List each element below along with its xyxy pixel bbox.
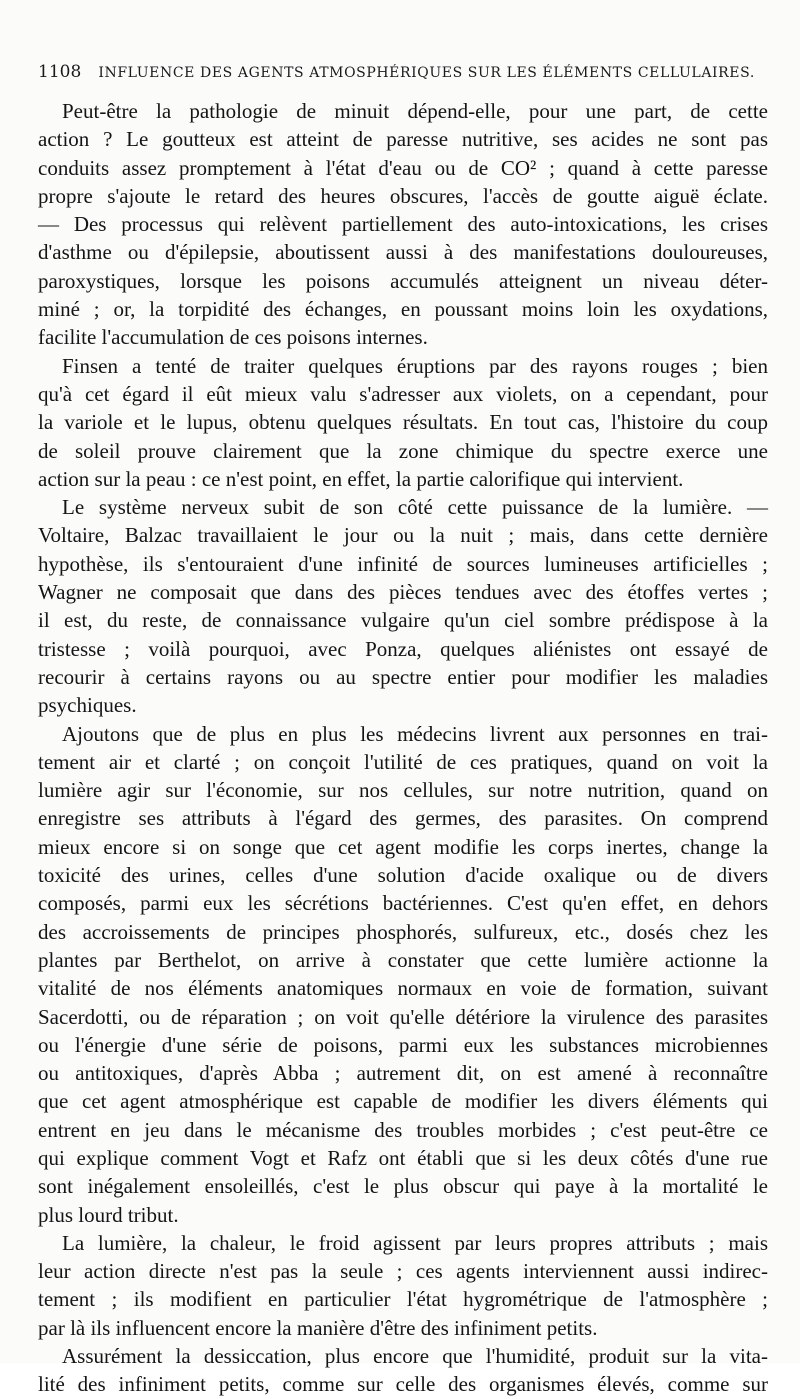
text-line: — Des processus qui relèvent partiellement des auto-intoxications, les crises [38,212,768,237]
text-line: plantes par Berthelot, on arrive à constater que cette lumière actionne la [38,947,768,972]
text-line: Le système nerveux subit de son côté cette puissance de la lumière. — [62,495,768,520]
text-line: mieux encore si on songe que cet agent modifie les corps inertes, change la [38,834,768,859]
text-line: sont inégalement ensoleillés, c'est le plus obscur qui paye à la mortalité le [38,1174,768,1199]
text-line: tement air et clarté ; on conçoit l'utilité de ces pratiques, quand on voit la [38,749,768,774]
text-line: lité des infiniment petits, comme sur celle des organismes élevés, comme sur [38,1372,768,1397]
running-header [38,62,768,88]
text-line: miné ; or, la torpidité des échanges, en poussant moins loin les oxydations, [38,297,768,322]
body-text [38,97,768,1399]
text-line: vitalité de nos éléments anatomiques normaux en voie de formation, suivant [38,976,768,1001]
text-line: hypothèse, ils s'entouraient d'une infinité de sources lumineuses artificielles ; [38,551,768,576]
text-line: leur action directe n'est pas la seule ; ces agents interviennent aussi indirec- [38,1259,768,1284]
text-line: recourir à certains rayons ou au spectre entier pour modifier les maladies [38,664,768,689]
text-line: composés, parmi eux les sécrétions bactériennes. C'est qu'en effet, en dehors [38,891,768,916]
text-line: facilite l'accumulation de ces poisons internes. [38,325,428,350]
text-line: plus lourd tribut. [38,1202,179,1227]
text-line: il est, du reste, de connaissance vulgaire qu'un ciel sombre prédispose à la [38,608,768,633]
text-line: Assurément la dessiccation, plus encore que l'humidité, produit sur la vita- [62,1344,768,1369]
text-line: action sur la peau : ce n'est point, en effet, la partie calorifique qui intervient. [38,466,684,491]
text-line: psychiques. [38,693,137,718]
paragraph [38,97,768,352]
text-line: la variole et le lupus, obtenu quelques résultats. En tout cas, l'histoire du coup [38,410,768,435]
paragraph [38,352,768,493]
text-line: toxicité des urines, celles d'une solution d'acide oxalique ou de divers [38,863,768,888]
text-line: paroxystiques, lorsque les poisons accumulés atteignent un niveau déter- [38,268,768,293]
text-line: conduits assez promptement à l'état d'eau ou de CO² ; quand à cette paresse [38,155,768,180]
text-line: action ? Le goutteux est atteint de paresse nutritive, ses acides ne sont pas [38,127,768,152]
text-line: qu'à cet égard il eût mieux valu s'adresser aux violets, on a cependant, pour [38,381,768,406]
text-line: tement ; ils modifient en particulier l'état hygrométrique de l'atmosphère ; [38,1287,768,1312]
paragraph [38,493,768,719]
text-line: des accroissements de principes phosphorés, sulfureux, etc., dosés chez les [38,919,768,944]
text-line: par là ils influencent encore la manière d'être des infiniment petits. [38,1315,598,1340]
text-line: lumière agir sur l'économie, sur nos cellules, sur notre nutrition, quand on [38,778,768,803]
text-line: Peut-être la pathologie de minuit dépend-elle, pour une part, de cette [62,99,768,123]
text-line: ou l'énergie d'une série de poisons, parmi eux les substances microbiennes [38,1032,768,1057]
text-line: ou antitoxiques, d'après Abba ; autrement dit, on est amené à reconnaître [38,1061,768,1086]
paragraph [38,1342,768,1399]
text-line: qui explique comment Vogt et Rafz ont établi que si les deux côtés d'une rue [38,1145,768,1170]
text-line: entrent en jeu dans le mécanisme des troubles morbides ; c'est peut-être ce [38,1117,768,1142]
text-line: La lumière, la chaleur, le froid agissent par leurs propres attributs ; mais [62,1230,768,1255]
paragraph [38,1229,768,1342]
text-line: Wagner ne composait que dans des pièces tendues avec des étoffes vertes ; [38,580,768,605]
text-line: Ajoutons que de plus en plus les médecins livrent aux personnes en trai- [62,721,768,746]
text-line: d'asthme ou d'épilepsie, aboutissent aussi à des manifestations douloureuses, [38,240,768,265]
text-line: Voltaire, Balzac travaillaient le jour ou la nuit ; mais, dans cette dernière [38,523,768,548]
paragraph [38,720,768,1229]
page-number: 1108 [38,62,82,82]
text-line: tristesse ; voilà pourquoi, avec Ponza, quelques aliénistes ont essayé de [38,636,768,661]
text-line: propre s'ajoute le retard des heures obscures, l'accès de goutte aiguë éclate. [38,183,768,208]
running-title: INFLUENCE DES AGENTS ATMOSPHÉRIQUES SUR LES ÉLÉMENTS CELLULAIRES. [98,65,755,81]
text-line: Sacerdotti, ou de réparation ; on voit qu'elle détériore la virulence des parasites [38,1004,768,1029]
text-line: de soleil prouve clairement que la zone chimique du spectre exerce une [38,438,768,463]
text-line: Finsen a tenté de traiter quelques éruptions par des rayons rouges ; bien [62,353,768,378]
text-line: que cet agent atmosphérique est capable de modifier les divers éléments qui [38,1089,768,1114]
text-line: enregistre ses attributs à l'égard des germes, des parasites. On comprend [38,806,768,831]
